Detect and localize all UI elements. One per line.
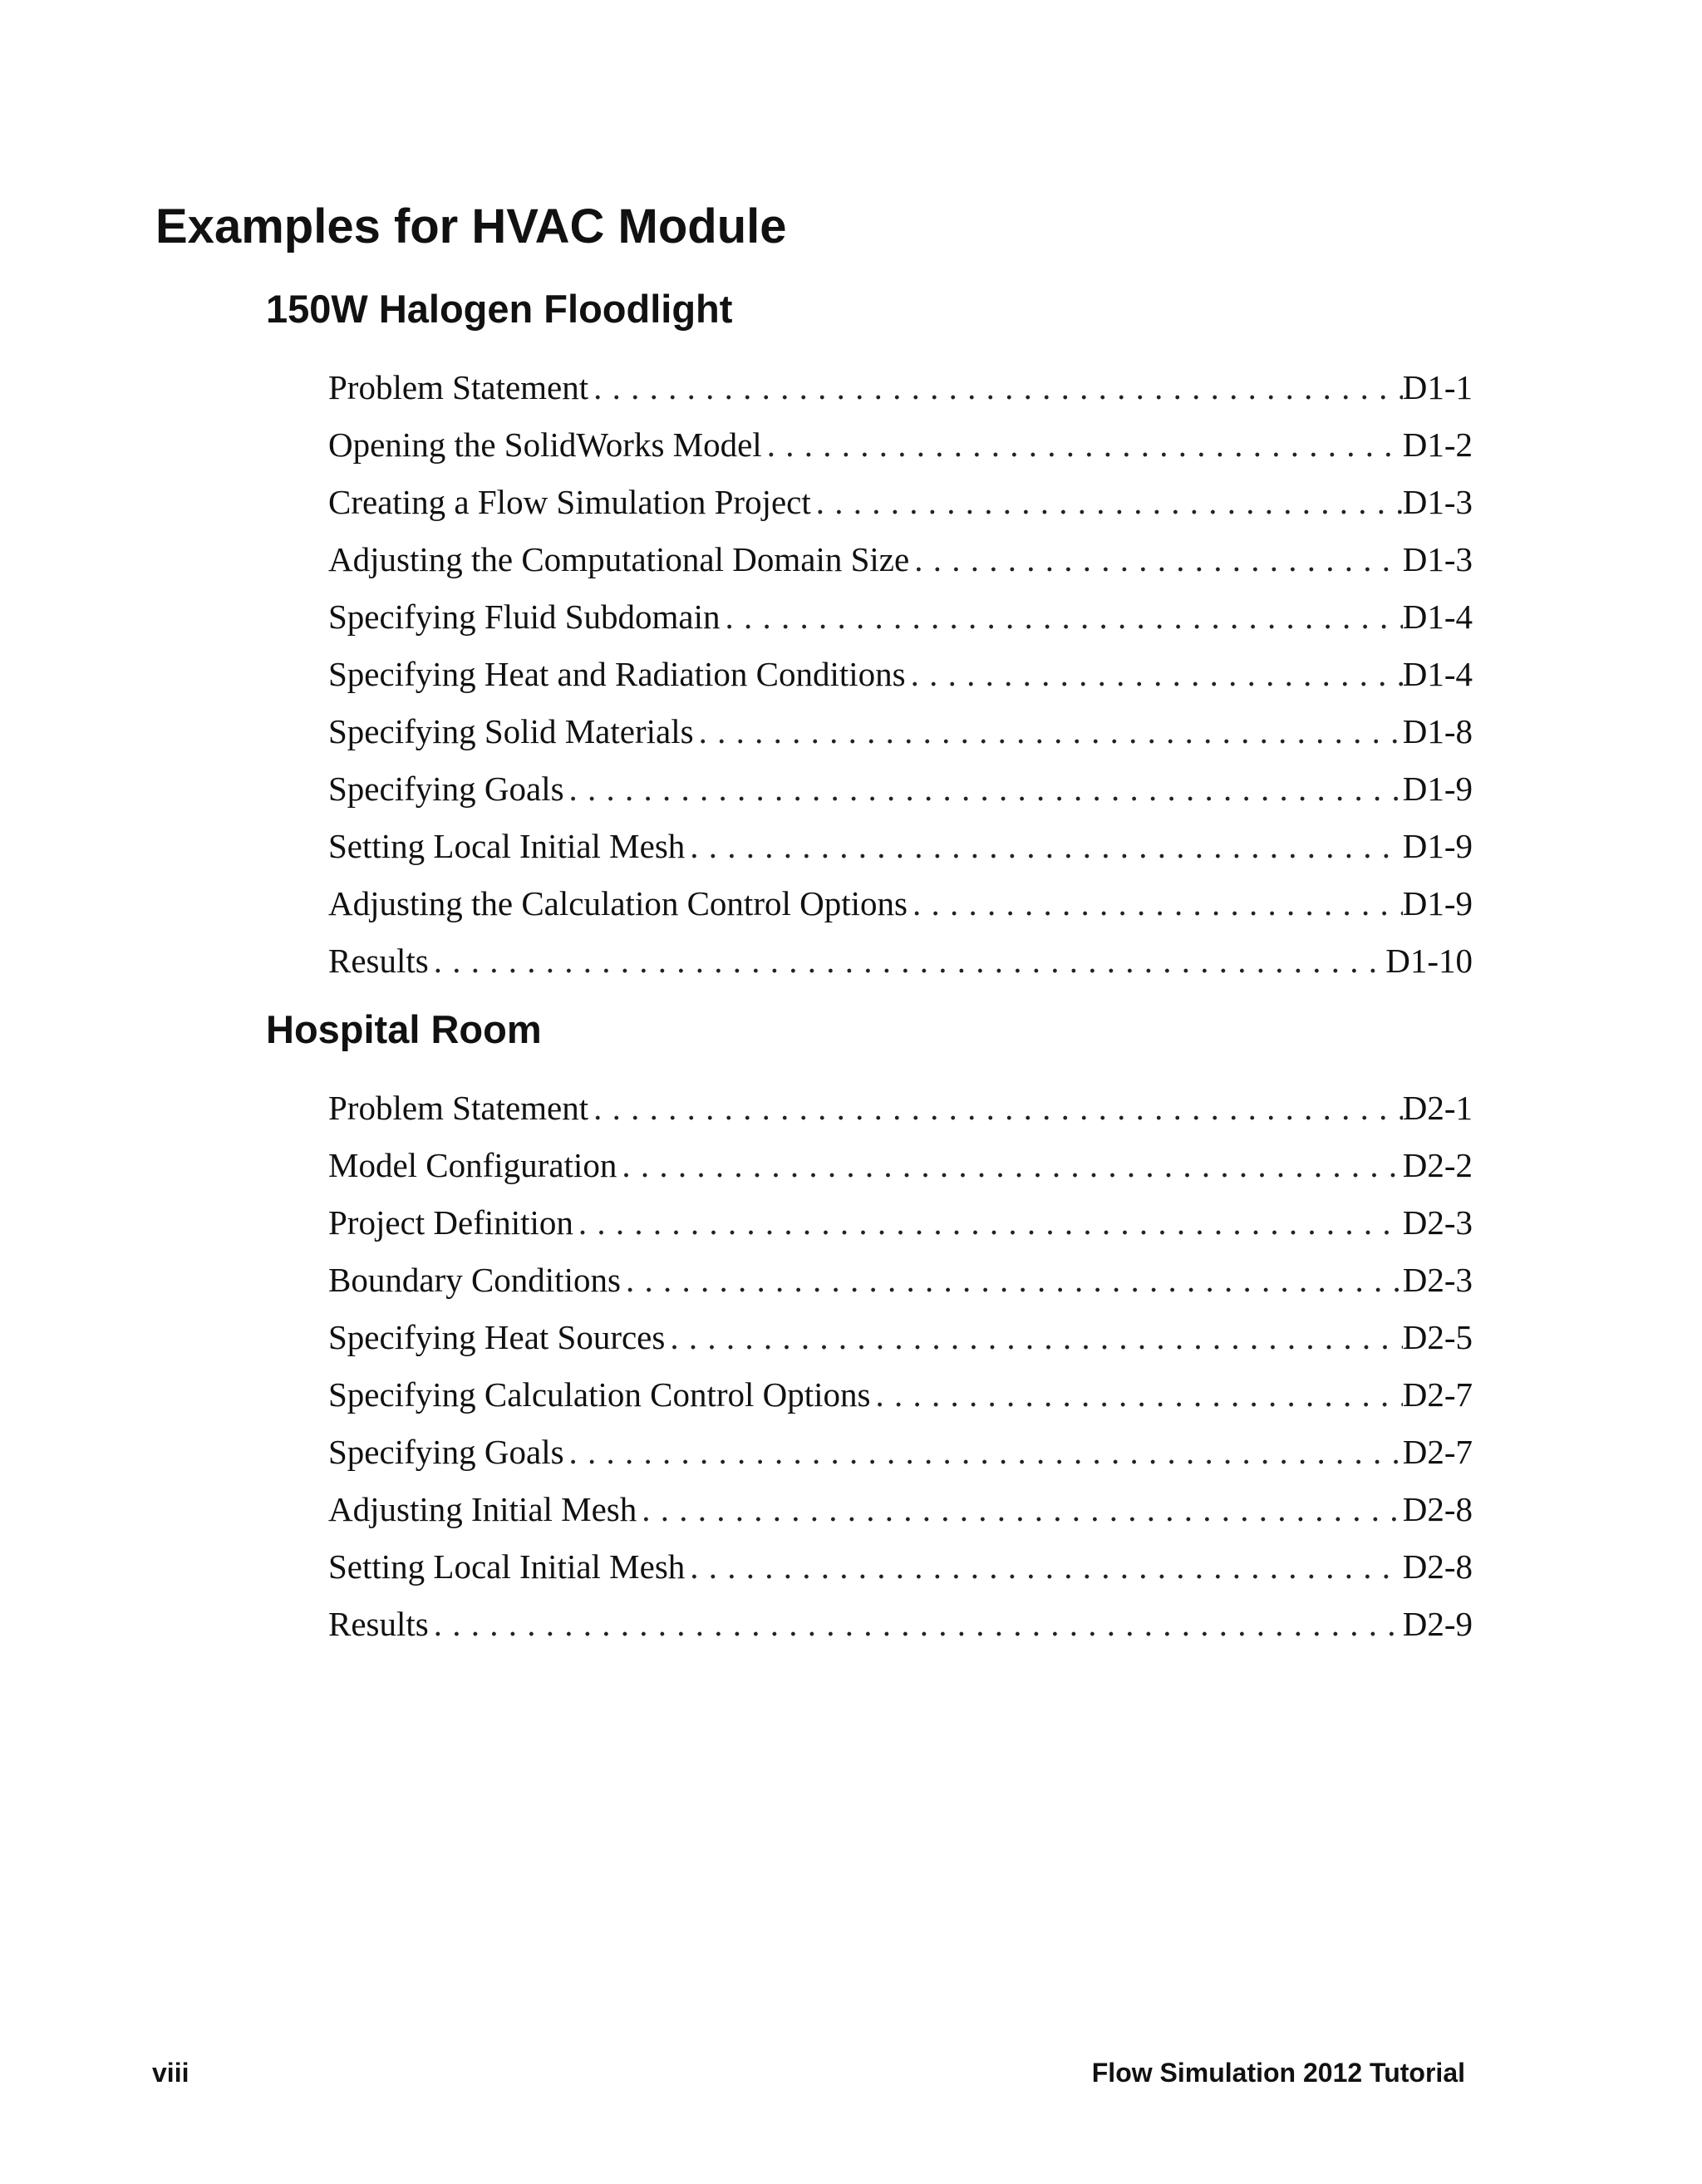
toc-entry-page: D1-3 xyxy=(1402,483,1473,521)
toc-entry-label: Setting Local Initial Mesh xyxy=(328,827,686,865)
toc-entry-label: Problem Statement xyxy=(328,1089,589,1127)
dot-leader xyxy=(908,875,1403,932)
dot-leader xyxy=(685,818,1402,875)
toc-entry-label: Opening the SolidWorks Model xyxy=(328,425,762,464)
dot-leader xyxy=(564,1424,1403,1481)
toc-entry[interactable] xyxy=(328,359,1473,416)
toc-entry-page: D1-10 xyxy=(1385,942,1473,980)
dot-leader xyxy=(665,1309,1402,1366)
toc-entry-label: Adjusting the Calculation Control Options xyxy=(328,884,908,922)
toc-entry[interactable] xyxy=(328,1309,1473,1366)
toc-entry-label: Specifying Goals xyxy=(328,770,564,808)
toc-entry[interactable] xyxy=(328,1538,1473,1596)
toc-entry-page: D2-3 xyxy=(1402,1203,1473,1242)
toc-entry-page: D1-1 xyxy=(1402,368,1473,406)
toc-entry-page: D2-7 xyxy=(1402,1375,1473,1414)
dot-leader xyxy=(564,760,1403,818)
toc-entry-label: Specifying Goals xyxy=(328,1433,564,1471)
toc-entry[interactable] xyxy=(328,703,1473,760)
dot-leader xyxy=(906,646,1403,703)
toc-entry[interactable] xyxy=(328,588,1473,646)
toc-entry[interactable] xyxy=(328,1080,1473,1137)
toc-entry-label: Creating a Flow Simulation Project xyxy=(328,483,811,521)
toc-entry-label: Results xyxy=(328,1605,429,1643)
toc-entry-page: D1-2 xyxy=(1402,425,1473,464)
dot-leader xyxy=(588,359,1403,416)
dot-leader xyxy=(429,932,1385,990)
toc-entry[interactable] xyxy=(328,1366,1473,1424)
dot-leader xyxy=(573,1194,1403,1252)
toc-entry[interactable] xyxy=(328,875,1473,932)
toc-entry-page: D2-9 xyxy=(1402,1605,1473,1643)
footer-page-number: viii xyxy=(152,2058,189,2088)
toc-entry[interactable] xyxy=(328,760,1473,818)
dot-leader xyxy=(588,1080,1403,1137)
footer-book-title: Flow Simulation 2012 Tutorial xyxy=(1091,2058,1465,2088)
toc-entry-label: Specifying Heat and Radiation Conditions xyxy=(328,655,906,693)
toc-entry[interactable] xyxy=(328,1596,1473,1653)
toc-entry[interactable] xyxy=(328,1194,1473,1252)
dot-leader xyxy=(694,703,1403,760)
toc-entry-page: D2-2 xyxy=(1402,1146,1473,1184)
dot-leader xyxy=(685,1538,1402,1596)
toc-entry-page: D2-1 xyxy=(1402,1089,1473,1127)
toc-entry-label: Adjusting Initial Mesh xyxy=(328,1490,637,1528)
toc-entry-label: Setting Local Initial Mesh xyxy=(328,1547,686,1586)
page-title: Examples for HVAC Module xyxy=(155,199,787,253)
toc-entry-page: D1-4 xyxy=(1402,655,1473,693)
toc-entry[interactable] xyxy=(328,1137,1473,1194)
dot-leader xyxy=(871,1366,1403,1424)
toc-entry-label: Results xyxy=(328,942,429,980)
section-title: Hospital Room xyxy=(266,1007,542,1051)
toc-entry-label: Specifying Heat Sources xyxy=(328,1318,666,1356)
toc-entry-page: D1-9 xyxy=(1402,770,1473,808)
toc-entry-page: D2-5 xyxy=(1402,1318,1473,1356)
toc-entry-label: Specifying Fluid Subdomain xyxy=(328,598,721,636)
toc-entry-page: D1-9 xyxy=(1402,827,1473,865)
dot-leader xyxy=(721,588,1403,646)
dot-leader xyxy=(762,416,1403,474)
toc-entry[interactable] xyxy=(328,416,1473,474)
toc-entry-page: D2-3 xyxy=(1402,1261,1473,1299)
toc-list xyxy=(328,359,1473,990)
dot-leader xyxy=(617,1137,1402,1194)
toc-entry[interactable] xyxy=(328,1252,1473,1309)
toc-entry-page: D1-9 xyxy=(1402,884,1473,922)
toc-entry-page: D1-8 xyxy=(1402,712,1473,750)
section-title: 150W Halogen Floodlight xyxy=(266,287,733,331)
dot-leader xyxy=(621,1252,1403,1309)
toc-entry[interactable] xyxy=(328,646,1473,703)
toc-entry-page: D2-7 xyxy=(1402,1433,1473,1471)
toc-entry-page: D1-4 xyxy=(1402,598,1473,636)
toc-entry-label: Adjusting the Computational Domain Size xyxy=(328,540,910,578)
toc-entry-label: Model Configuration xyxy=(328,1146,617,1184)
toc-entry-page: D1-3 xyxy=(1402,540,1473,578)
toc-entry-label: Project Definition xyxy=(328,1203,573,1242)
dot-leader xyxy=(429,1596,1403,1653)
toc-entry[interactable] xyxy=(328,1424,1473,1481)
toc-entry[interactable] xyxy=(328,818,1473,875)
toc-entry[interactable] xyxy=(328,474,1473,531)
toc-entry-label: Specifying Solid Materials xyxy=(328,712,694,750)
toc-entry-page: D2-8 xyxy=(1402,1490,1473,1528)
toc-entry[interactable] xyxy=(328,531,1473,588)
toc-entry-page: D2-8 xyxy=(1402,1547,1473,1586)
toc-entry-label: Specifying Calculation Control Options xyxy=(328,1375,871,1414)
toc-entry[interactable] xyxy=(328,932,1473,990)
dot-leader xyxy=(909,531,1403,588)
toc-entry[interactable] xyxy=(328,1481,1473,1538)
toc-entry-label: Boundary Conditions xyxy=(328,1261,621,1299)
toc-entry-label: Problem Statement xyxy=(328,368,589,406)
dot-leader xyxy=(637,1481,1402,1538)
toc-list xyxy=(328,1080,1473,1653)
dot-leader xyxy=(811,474,1403,531)
